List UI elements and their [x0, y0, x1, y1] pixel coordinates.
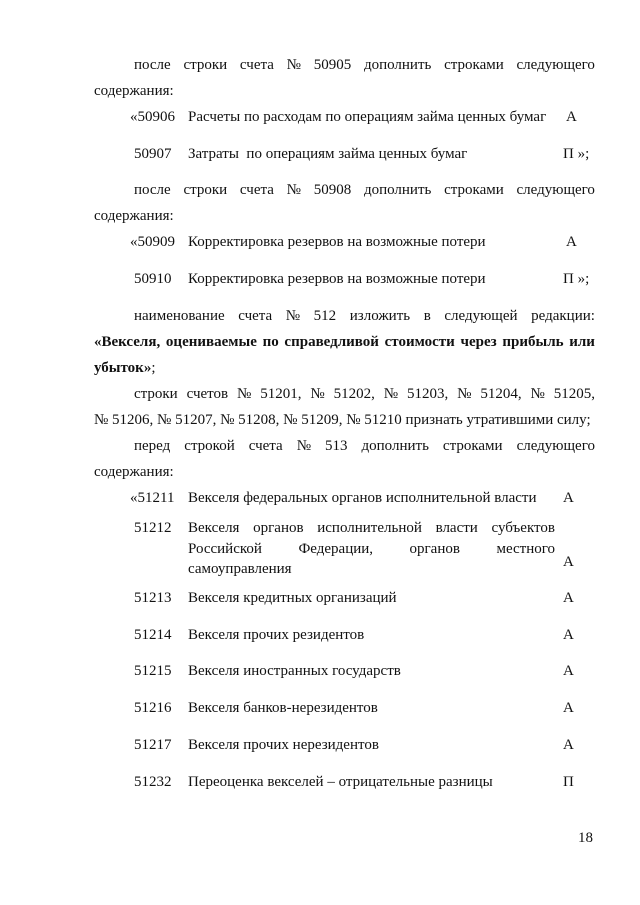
word: №: [237, 386, 252, 402]
word: строками: [444, 57, 504, 73]
word: «Векселя,: [94, 334, 161, 350]
paragraph-3-line-1: [134, 307, 595, 325]
word: субъектов: [491, 520, 555, 536]
paragraph-3-bold-line-1: [94, 333, 595, 351]
account-type: А: [563, 590, 574, 606]
account-code: 51212: [134, 520, 172, 536]
paragraph-4-line-2: № 51206, № 51207, № 51208, № 51209, № 51210 признать утратившими силу;: [94, 412, 591, 428]
word: Федерации,: [298, 541, 374, 557]
word: в: [423, 308, 431, 324]
account-description: Затраты по операциям займа ценных бумаг: [188, 146, 468, 162]
account-description: Векселя прочих нерезидентов: [188, 737, 379, 753]
word: строками: [444, 182, 504, 198]
account-code: «50906: [130, 109, 175, 125]
paragraph-3-bold-line-2: [94, 359, 156, 377]
word: счета: [238, 308, 273, 324]
word: оцениваемые: [165, 334, 257, 350]
word: 51202,: [333, 386, 375, 402]
account-code: 51215: [134, 663, 172, 679]
word: после: [134, 57, 171, 73]
account-code: 51232: [134, 774, 172, 790]
account-description-line-1: [188, 519, 555, 537]
word: №: [285, 308, 301, 324]
word: через: [460, 334, 497, 350]
word: власти: [435, 520, 478, 536]
word: 50905: [313, 57, 352, 73]
account-code: «50909: [130, 234, 175, 250]
word: перед: [134, 438, 171, 454]
word: счета: [248, 438, 283, 454]
account-description: Расчеты по расходам по операциям займа ценных бумаг: [188, 109, 547, 125]
word: №: [383, 386, 399, 402]
word: редакции:: [531, 308, 595, 324]
word: Векселя: [188, 520, 240, 536]
word: №: [286, 57, 301, 73]
word: №: [530, 386, 545, 402]
account-description: Векселя кредитных организаций: [188, 590, 397, 606]
word: строкой: [184, 438, 235, 454]
punctuation: ;: [151, 360, 156, 376]
word: следующей: [444, 308, 518, 324]
word: органов: [253, 520, 304, 536]
word: №: [296, 438, 312, 454]
word: Российской: [188, 541, 262, 557]
account-type: А: [563, 700, 574, 716]
account-code: 51216: [134, 700, 172, 716]
account-type: А: [563, 737, 574, 753]
word: справедливой: [284, 334, 379, 350]
page-number: 18: [578, 830, 593, 846]
word: дополнить: [363, 182, 432, 198]
account-description: Векселя федеральных органов исполнительной власти: [188, 490, 537, 506]
word: счета: [239, 57, 274, 73]
word: изложить: [349, 308, 411, 324]
word: дополнить: [363, 57, 432, 73]
word: по: [262, 334, 279, 350]
word: органов: [409, 541, 460, 557]
account-type: А: [563, 627, 574, 643]
account-type: П: [563, 774, 574, 790]
word: счетов: [186, 386, 229, 402]
account-description-line-3: самоуправления: [188, 561, 292, 577]
account-type: А: [566, 234, 577, 250]
word: 51204,: [480, 386, 522, 402]
account-description: Переоценка векселей – отрицательные разницы: [188, 774, 493, 790]
word: 50908: [313, 182, 352, 198]
word: 513: [325, 438, 348, 454]
word: исполнительной: [317, 520, 422, 536]
account-description: Векселя иностранных государств: [188, 663, 401, 679]
word: №: [457, 386, 472, 402]
word: строки: [183, 182, 228, 198]
account-description: Векселя прочих резидентов: [188, 627, 365, 643]
account-description: Корректировка резервов на возможные потери: [188, 234, 486, 250]
bold-text: убыток»: [94, 360, 152, 376]
account-code: 51214: [134, 627, 172, 643]
word: строки: [134, 386, 178, 402]
word: наименование: [134, 308, 225, 324]
word: следующего: [516, 182, 595, 198]
account-type: А: [563, 663, 574, 679]
word: строками: [442, 438, 503, 454]
account-description: Корректировка резервов на возможные потери: [188, 271, 486, 287]
word: 51205,: [553, 386, 595, 402]
paragraph-5-line-2: содержания:: [94, 464, 174, 480]
account-type: П »;: [563, 271, 590, 287]
word: местного: [496, 541, 555, 557]
word: №: [286, 182, 301, 198]
account-code: 51213: [134, 590, 172, 606]
word: строки: [183, 57, 228, 73]
account-type: П »;: [563, 146, 590, 162]
account-type: А: [566, 109, 577, 125]
account-code: 51217: [134, 737, 172, 753]
word: 51201,: [260, 386, 302, 402]
word: дополнить: [361, 438, 429, 454]
word: счета: [239, 182, 274, 198]
paragraph-1-line-1: [134, 56, 595, 74]
paragraph-5-line-1: [134, 437, 595, 455]
paragraph-4-line-1: [134, 385, 595, 403]
word: следующего: [516, 57, 595, 73]
word: стоимости: [384, 334, 455, 350]
word: прибыль: [502, 334, 564, 350]
account-code: «51211: [130, 490, 175, 506]
word: №: [310, 386, 325, 402]
paragraph-2-line-2: содержания:: [94, 208, 174, 224]
paragraph-2-line-1: [134, 181, 595, 199]
account-type: А: [563, 554, 574, 570]
word: после: [134, 182, 171, 198]
account-code: 50910: [134, 271, 172, 287]
account-code: 50907: [134, 146, 172, 162]
word: следующего: [516, 438, 595, 454]
paragraph-1-line-2: содержания:: [94, 83, 174, 99]
account-description-line-2: [188, 540, 555, 558]
word: или: [569, 334, 595, 350]
word: 512: [313, 308, 337, 324]
account-description: Векселя банков-нерезидентов: [188, 700, 378, 716]
word: 51203,: [407, 386, 449, 402]
account-type: А: [563, 490, 574, 506]
